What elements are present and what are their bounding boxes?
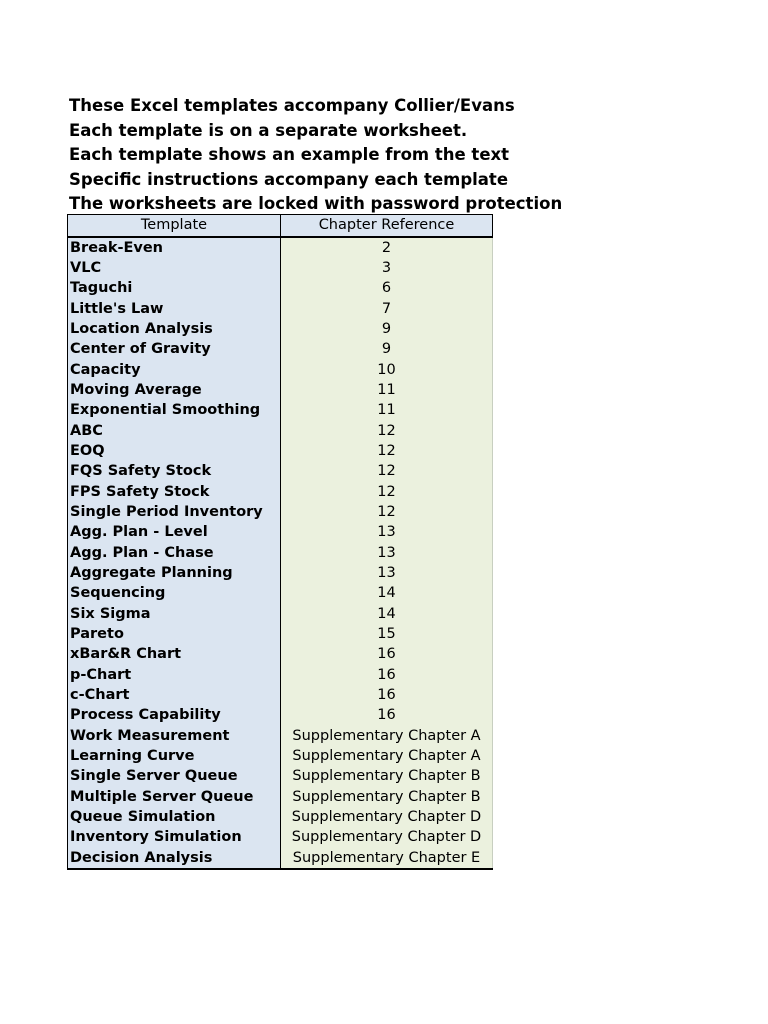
chapter-reference-cell[interactable]: 9 [281,339,493,359]
template-name-cell[interactable]: Moving Average [68,380,281,400]
template-name-cell[interactable]: c-Chart [68,685,281,705]
template-name-cell[interactable]: ABC [68,421,281,441]
template-name-cell[interactable]: Queue Simulation [68,807,281,827]
template-column-header: Template [68,215,281,237]
chapter-reference-cell[interactable]: 13 [281,522,493,542]
table-row [68,461,493,481]
template-name-cell[interactable]: Aggregate Planning [68,563,281,583]
template-name-cell[interactable]: Six Sigma [68,604,281,624]
table-row [68,665,493,685]
table-row [68,543,493,563]
template-name-cell[interactable]: Sequencing [68,583,281,603]
template-name-cell[interactable]: Location Analysis [68,319,281,339]
table-row [68,360,493,380]
template-name-cell[interactable]: Break-Even [68,237,281,258]
intro-line-2: Each template is on a separate worksheet. [69,120,468,140]
chapter-reference-cell[interactable]: 15 [281,624,493,644]
template-name-cell[interactable]: Multiple Server Queue [68,787,281,807]
table-row [68,726,493,746]
template-name-cell[interactable]: Little's Law [68,299,281,319]
table-row [68,644,493,664]
chapter-reference-cell[interactable]: 12 [281,441,493,461]
table-body [68,237,493,870]
table-row [68,339,493,359]
template-name-cell[interactable]: Learning Curve [68,746,281,766]
chapter-reference-cell[interactable]: 12 [281,502,493,522]
table-row [68,766,493,786]
chapter-reference-cell[interactable]: 14 [281,604,493,624]
chapter-reference-cell[interactable]: Supplementary Chapter E [281,848,493,869]
chapter-reference-cell[interactable]: 11 [281,400,493,420]
intro-line-5: The worksheets are locked with password protection [69,194,563,213]
chapter-reference-cell[interactable]: 14 [281,583,493,603]
template-name-cell[interactable]: Process Capability [68,705,281,725]
table-row [68,827,493,847]
template-name-cell[interactable]: Decision Analysis [68,848,281,869]
chapter-reference-cell[interactable]: 11 [281,380,493,400]
table-row [68,705,493,725]
chapter-reference-cell[interactable]: Supplementary Chapter B [281,787,493,807]
intro-line-4: Specific instructions accompany each template [69,169,509,189]
chapter-reference-cell[interactable]: 2 [281,237,493,258]
table-header-row [68,215,493,237]
table-row [68,583,493,603]
chapter-reference-cell[interactable]: 7 [281,299,493,319]
template-name-cell[interactable]: Work Measurement [68,726,281,746]
table-row [68,563,493,583]
chapter-reference-cell[interactable]: 9 [281,319,493,339]
template-name-cell[interactable]: Pareto [68,624,281,644]
table-row [68,380,493,400]
chapter-reference-cell[interactable]: 13 [281,543,493,563]
chapter-reference-cell[interactable]: Supplementary Chapter D [281,827,493,847]
template-name-cell[interactable]: Inventory Simulation [68,827,281,847]
table-row [68,848,493,869]
table-row [68,624,493,644]
template-name-cell[interactable]: p-Chart [68,665,281,685]
table-row [68,787,493,807]
template-name-cell[interactable]: Single Server Queue [68,766,281,786]
chapter-reference-column-header: Chapter Reference [281,215,493,237]
chapter-reference-cell[interactable]: Supplementary Chapter B [281,766,493,786]
chapter-reference-cell[interactable]: 16 [281,665,493,685]
chapter-reference-cell[interactable]: Supplementary Chapter A [281,726,493,746]
template-name-cell[interactable]: Capacity [68,360,281,380]
table-row [68,746,493,766]
chapter-reference-cell[interactable]: 16 [281,685,493,705]
table-row [68,237,493,258]
template-name-cell[interactable]: EOQ [68,441,281,461]
table-row [68,604,493,624]
chapter-reference-cell[interactable]: 13 [281,563,493,583]
chapter-reference-cell[interactable]: 3 [281,258,493,278]
chapter-reference-cell[interactable]: Supplementary Chapter D [281,807,493,827]
template-name-cell[interactable]: Center of Gravity [68,339,281,359]
table-row [68,807,493,827]
table-row [68,400,493,420]
table-row [68,421,493,441]
table-row [68,319,493,339]
table-row [68,278,493,298]
intro-line-1: These Excel templates accompany Collier/Evans [69,96,515,115]
chapter-reference-cell[interactable]: 12 [281,482,493,502]
table-row [68,502,493,522]
table-row [68,522,493,542]
intro-text [69,94,563,217]
template-name-cell[interactable]: VLC [68,258,281,278]
template-name-cell[interactable]: Single Period Inventory [68,502,281,522]
chapter-reference-cell[interactable]: 6 [281,278,493,298]
template-table [67,214,493,870]
template-name-cell[interactable]: Taguchi [68,278,281,298]
template-name-cell[interactable]: Agg. Plan - Level [68,522,281,542]
intro-line-3: Each template shows an example from the text [69,145,510,164]
table-row [68,482,493,502]
chapter-reference-cell[interactable]: 12 [281,421,493,441]
template-name-cell[interactable]: Agg. Plan - Chase [68,543,281,563]
chapter-reference-cell[interactable]: 16 [281,705,493,725]
chapter-reference-cell[interactable]: Supplementary Chapter A [281,746,493,766]
template-name-cell[interactable]: xBar&R Chart [68,644,281,664]
template-name-cell[interactable]: FPS Safety Stock [68,482,281,502]
table-row [68,258,493,278]
chapter-reference-cell[interactable]: 16 [281,644,493,664]
table-row [68,685,493,705]
template-name-cell[interactable]: Exponential Smoothing [68,400,281,420]
template-name-cell[interactable]: FQS Safety Stock [68,461,281,481]
table-row [68,299,493,319]
table-row [68,441,493,461]
chapter-reference-cell[interactable]: 10 [281,360,493,380]
chapter-reference-cell[interactable]: 12 [281,461,493,481]
